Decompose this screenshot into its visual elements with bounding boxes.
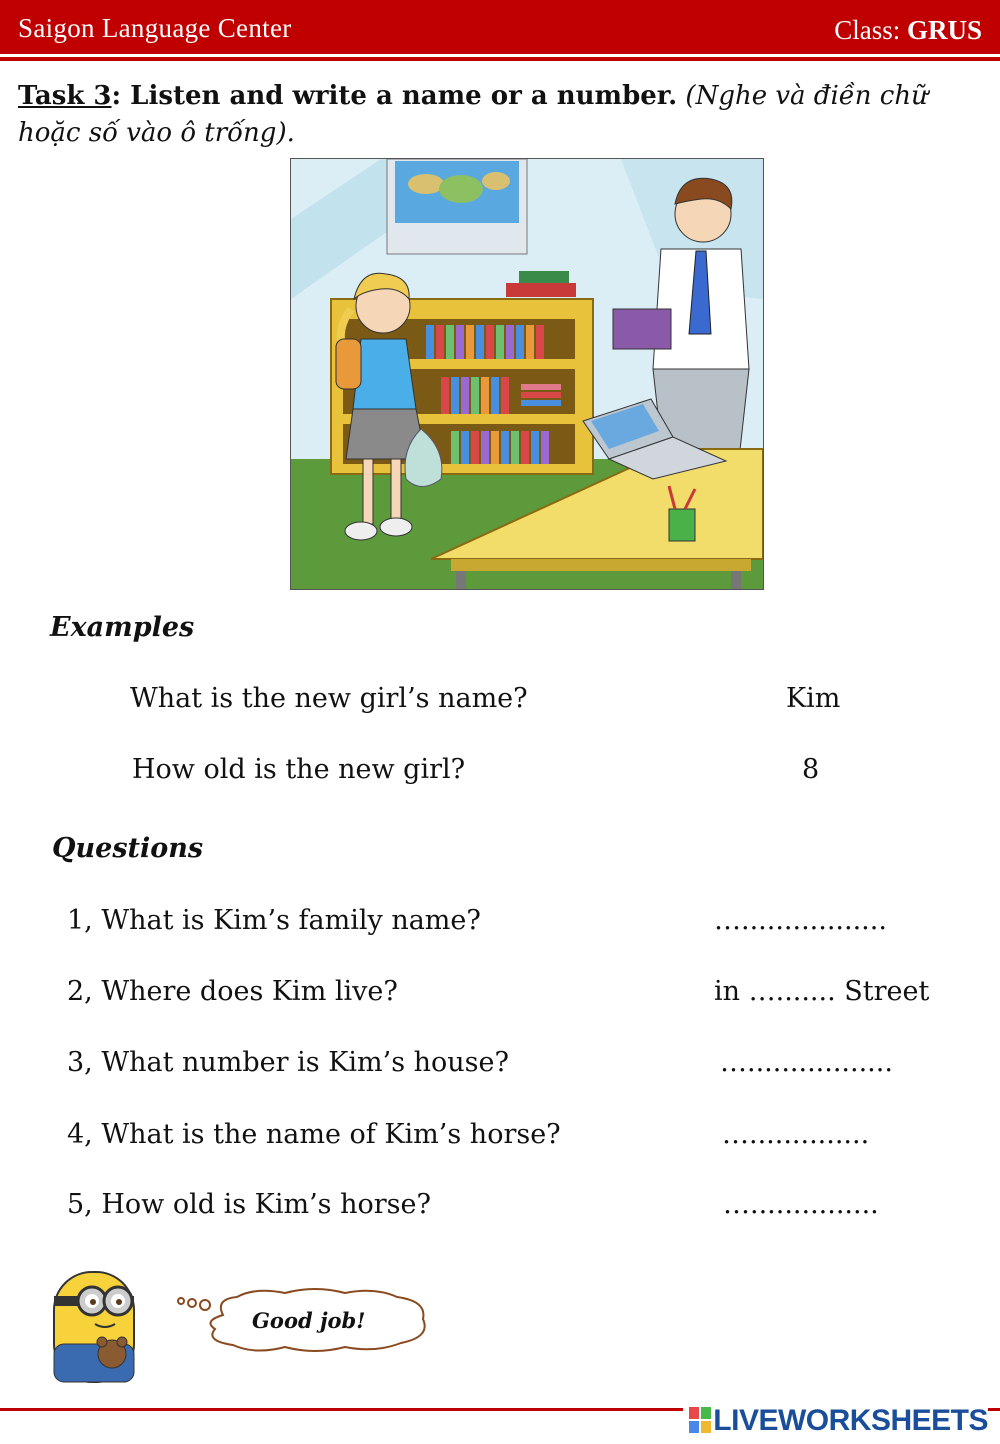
question-4: 4, What is the name of Kim’s horse? bbox=[67, 1119, 561, 1150]
school-name: Saigon Language Center bbox=[18, 13, 292, 43]
answer-blank-3[interactable]: …................. bbox=[720, 1047, 893, 1078]
question-1: 1, What is Kim’s family name? bbox=[67, 905, 481, 936]
liveworksheets-logo[interactable] bbox=[683, 1404, 988, 1438]
question-5: 5, How old is Kim’s horse? bbox=[67, 1189, 431, 1220]
class-label: Class: bbox=[834, 15, 901, 45]
example-question-2: How old is the new girl? bbox=[132, 754, 466, 785]
class-value: GRUS bbox=[906, 15, 982, 45]
answer-blank-4[interactable]: ….............. bbox=[722, 1119, 870, 1150]
classroom-illustration bbox=[290, 158, 764, 590]
question-2: 2, Where does Kim live? bbox=[67, 976, 398, 1007]
liveworksheets-text: LIVEWORKSHEETS bbox=[713, 1404, 988, 1437]
example-answer-2: 8 bbox=[802, 754, 820, 785]
answer-blank-1[interactable]: …................. bbox=[714, 905, 887, 936]
examples-title: Examples bbox=[50, 612, 195, 643]
example-answer-1: Kim bbox=[786, 683, 841, 714]
header-bar bbox=[0, 0, 1000, 54]
liveworksheets-icon bbox=[689, 1407, 711, 1433]
class-info bbox=[834, 15, 982, 46]
answer-blank-2[interactable]: in …....... Street bbox=[714, 976, 930, 1007]
example-question-1: What is the new girl’s name? bbox=[130, 683, 528, 714]
questions-title: Questions bbox=[52, 833, 204, 864]
question-3: 3, What number is Kim’s house? bbox=[67, 1047, 509, 1078]
minion-illustration bbox=[40, 1262, 160, 1392]
task-text: : Listen and write a name or a number. bbox=[111, 81, 678, 111]
task-translation: (Nghe và điền chữ hoặc số vào ô trống). bbox=[18, 81, 928, 148]
bubble-text: Good job! bbox=[252, 1308, 366, 1333]
header-divider bbox=[0, 57, 1000, 61]
task-instruction bbox=[18, 78, 988, 152]
task-label: Task 3 bbox=[18, 81, 112, 111]
minion-icon bbox=[40, 1262, 160, 1392]
answer-blank-5[interactable]: …............... bbox=[723, 1189, 879, 1220]
classroom-image bbox=[291, 159, 763, 589]
